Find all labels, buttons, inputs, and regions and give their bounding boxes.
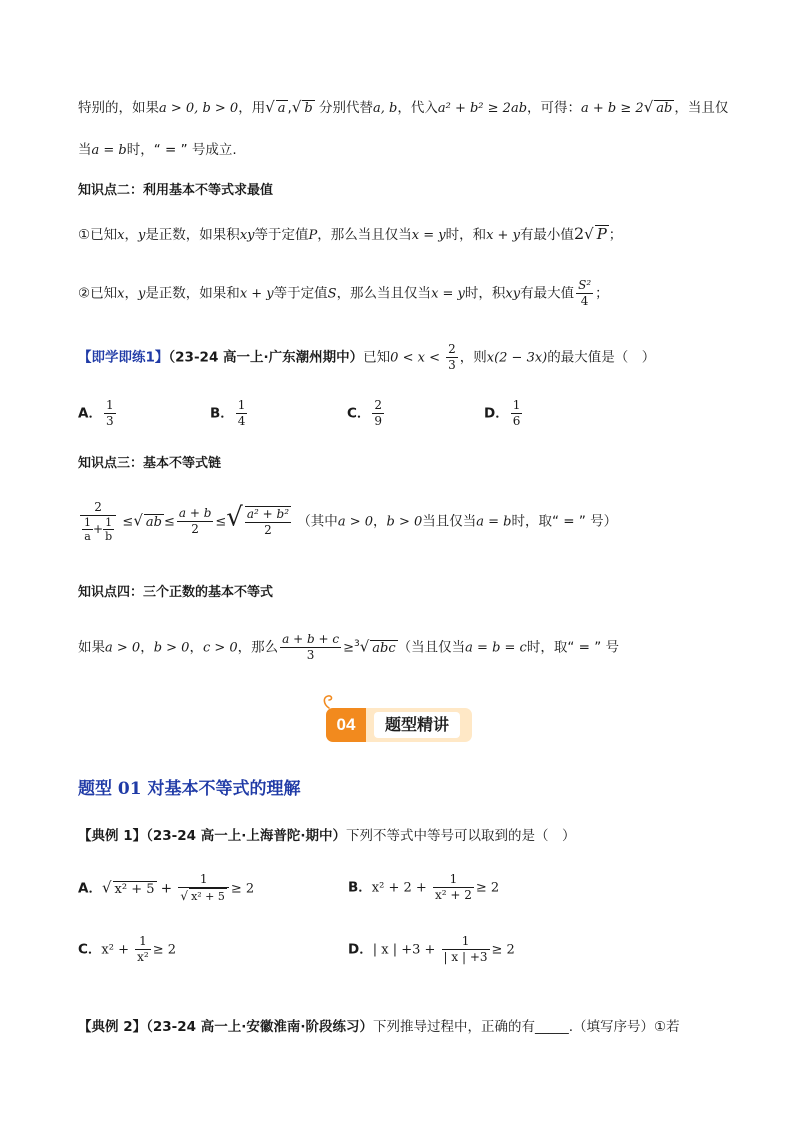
practice-1-option-b[interactable]: B． $\frac{1}{4}$ [210,398,246,428]
kp2-title: 知识点二：利用基本不等式求最值 [78,183,274,198]
example-1: 【典例 1】（23-24 高一上·上海普陀·期中）下列不等式中等号可以取到的是（ ） [78,828,576,844]
practice-1-option-c[interactable]: C． $\frac{2}{9}$ [347,398,383,428]
kp2-item-2: ②已知x，y是正数，如果和x + y等于定值S，那么当且仅当x = y时，积xy有最大值 $\frac{\text{S²}}{4}$ ； [78,278,609,308]
example-1-option-d[interactable]: D．| x | +3 + $\frac{1}{| x | +3}$ ≥ 2 [348,934,515,964]
paragraph-special-case-cont: 当a = b时，“ = ” 号成立. [78,142,237,158]
topic-heading: 题型 01 对基本不等式的理解 [78,779,301,799]
section-badge [322,700,478,746]
example-1-option-a[interactable]: A．√ x² + 5 + $\frac{1}{\text{√ x² + 5}}$ ≥ 2 [78,872,255,903]
section-number: 04 [326,708,366,742]
kp3-title: 知识点三：基本不等式链 [78,456,222,471]
practice-1-option-a[interactable]: A． $\frac{1}{3}$ [78,398,114,428]
kp4-title: 知识点四：三个正数的基本不等式 [78,585,274,600]
practice-1: 【即学即练1】（23-24 高一上·广东潮州期中）已知0 < x < $\frac{2}{3}$ ，则x(2 − 3x)的最大值是（ ） [78,342,656,372]
example-2: 【典例 2】（23-24 高一上·安徽淮南·阶段练习）下列推导过程中，正确的有_____.（填写序号）①若 [78,1019,680,1035]
kp4-statement: 如果a > 0，b > 0，c > 0，那么 $\frac{a + b + c}{3}$ ≥$^3$√ abc （当且仅当a = b = c时，取“ = ” 号 [78,632,620,662]
section-title: 题型精讲 [374,712,460,738]
inequality-chain: 2 $\frac{1}{a}$ + $\frac{1}{b}$ ≤√ ab ≤ $\frac{a + b}{2}$ ≤√ $\frac{\text{a² + b²}}{2}$ （其中a > 0，b > 0当且仅当a = b时，取“ = ” 号） [78,500,617,543]
kp2-item-1: ①已知x，y是正数，如果积xy等于定值P，那么当且仅当x = y时，和x + y有最小值2√ P ； [78,224,623,243]
example-1-option-b[interactable]: B．x² + 2 + $\frac{1}{\text{x² + 2}}$ ≥ 2 [348,872,500,902]
practice-1-option-d[interactable]: D． $\frac{1}{6}$ [484,398,521,428]
section-title-box [366,708,472,742]
example-1-option-c[interactable]: C．x² + $\frac{1}{\text{x²}}$ ≥ 2 [78,934,176,964]
paragraph-special-case: 特别的，如果a > 0, b > 0，用√ a ,√ b 分别代替a, b，代入a² + b² ≥ 2ab，可得：a + b ≥ 2√ ab ，当且仅 [78,98,729,116]
answer-blank[interactable]: _____ [534,1019,569,1035]
